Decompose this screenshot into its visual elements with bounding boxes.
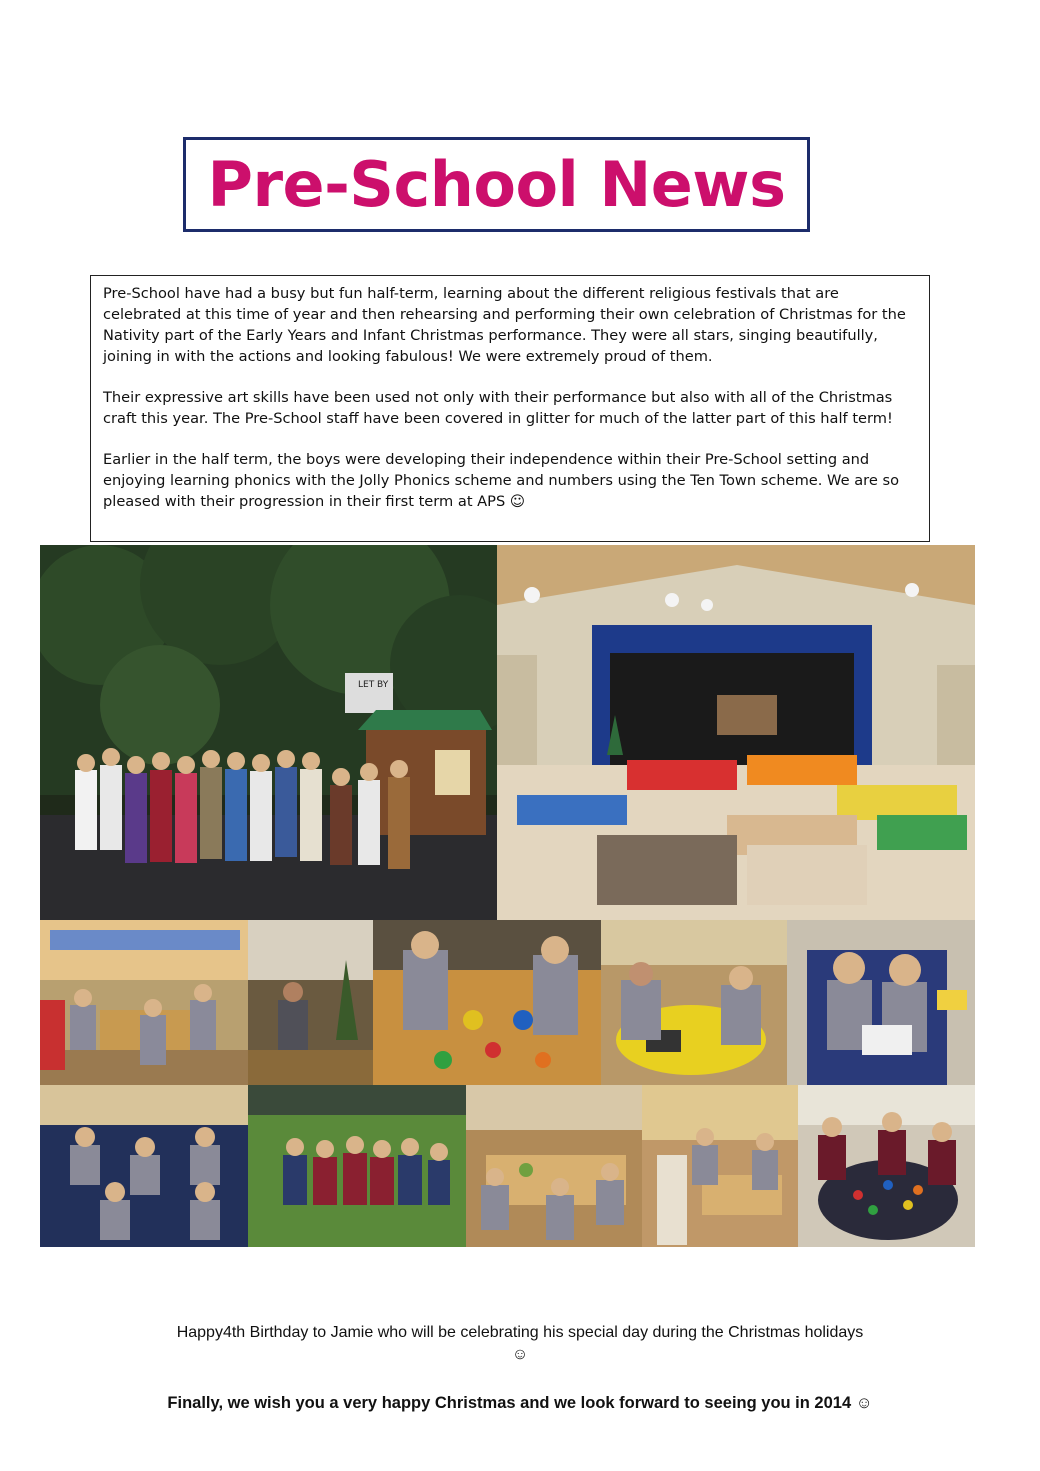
title-box	[183, 137, 810, 232]
photo-collage	[40, 545, 975, 1247]
sign-text: LET BY	[358, 680, 389, 690]
photo-counting-beads	[373, 920, 601, 1085]
birthday-message	[0, 1322, 1040, 1366]
photo-classroom-corner	[642, 1085, 798, 1247]
photo-classroom-table	[40, 920, 248, 1085]
photo-yellow-table	[601, 920, 787, 1085]
photo-school-hall	[497, 545, 975, 920]
photo-nativity-outdoors	[40, 545, 497, 920]
intro-paragraph: Their expressive art skills have been used not only with their performance but also with all of the Christmas craft this year. The Pre-School staff have been covered in glitter for much of the latter part of this half term!	[103, 389, 893, 427]
page-title: Pre-School News	[207, 148, 786, 221]
photo-reading-chair	[787, 920, 975, 1085]
photo-christmas-tree	[248, 920, 373, 1085]
smiley-icon: ☺	[511, 1346, 529, 1363]
photo-outdoor-field	[248, 1085, 466, 1247]
intro-paragraph: Earlier in the half term, the boys were developing their independence within their Pre-School setting and enjoying learning phonics with the Jolly Phonics scheme and numbers using the Ten Town scheme. We are so pleased with their progression in their first term at APS ☺	[103, 451, 900, 510]
photo-craft-table	[466, 1085, 642, 1247]
intro-text-box	[90, 275, 930, 542]
closing-message: Finally, we wish you a very happy Christmas and we look forward to seeing you in 2014 ☺	[167, 1394, 873, 1412]
photo-floor-play	[40, 1085, 248, 1247]
intro-paragraph: Pre-School have had a busy but fun half-term, learning about the different religious festivals that are celebrated at this time of year and then rehearsing and performing their own celebration of Christmas for the Nativity part of the Early Years and Infant Christmas performance. They were all stars, singing beautifully, joining in with the actions and looking fabulous! We were extremely proud of them.	[103, 285, 906, 365]
photo-lego-table	[798, 1085, 975, 1247]
birthday-text: Happy4th Birthday to Jamie who will be celebrating his special day during the Christmas holidays	[176, 1324, 864, 1341]
